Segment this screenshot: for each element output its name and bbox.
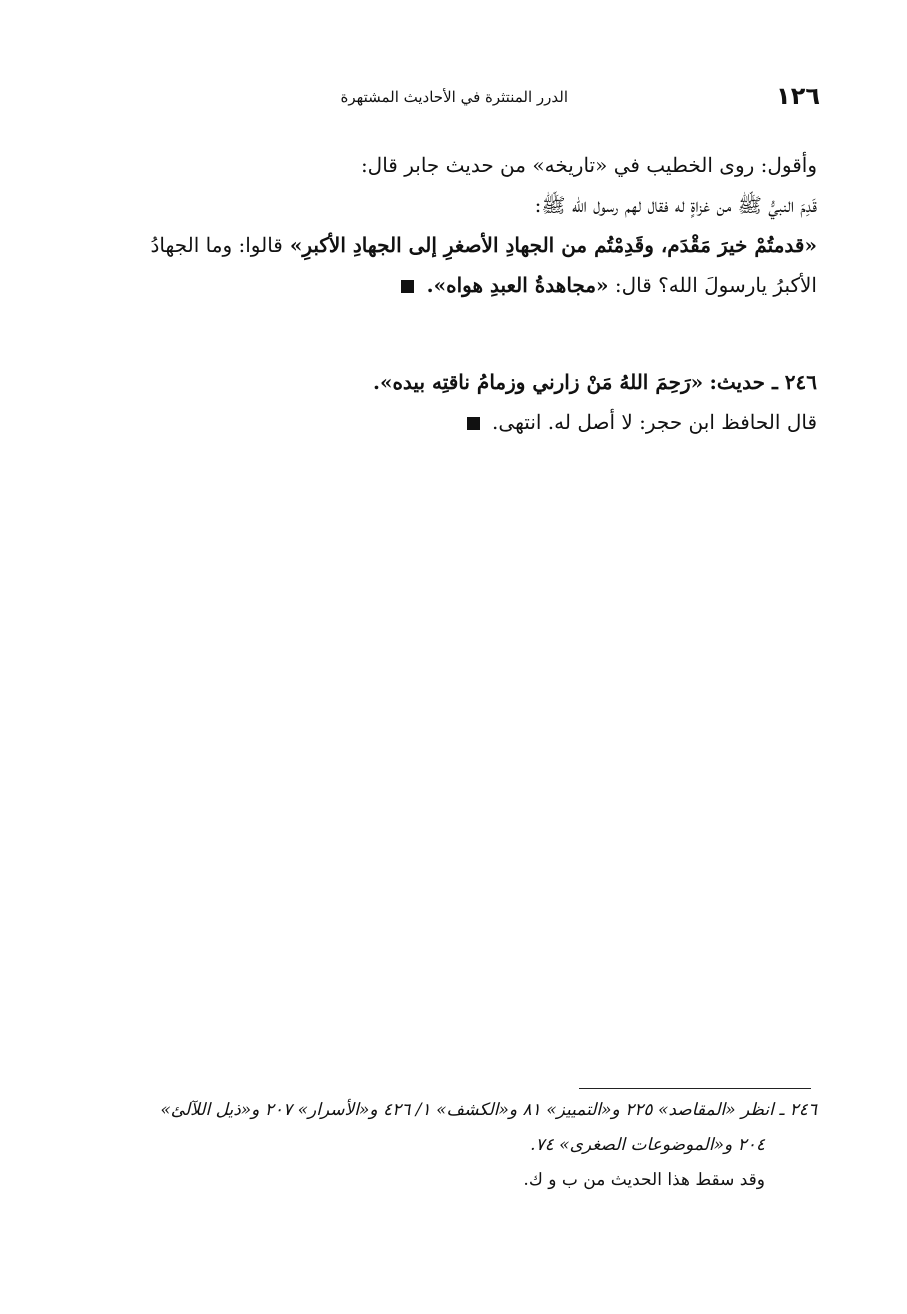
hadith-number-label: ٢٤٦ ـ حديث: [709, 370, 817, 394]
hadith-quote: «مجاهدةُ العبدِ هواه». [426, 273, 609, 297]
running-title: الدرر المنتثرة في الأحاديث المشتهرة [340, 88, 568, 106]
end-of-section-mark [467, 417, 480, 430]
text-line [97, 402, 817, 442]
page-number: ١٢٦ [776, 82, 820, 110]
page-header [330, 82, 820, 112]
paragraph-hadith-jihad [97, 145, 817, 305]
hadith-quote: «قدمتُمْ خيرَ مَقْدَم، وقَدِمْتُم من الجهادِ الأصغرِ إلى الجهادِ الأكبرِ» [289, 233, 817, 257]
text-line [97, 362, 817, 402]
text-span: قال الحافظ ابن حجر: لا أصل له. انتهى. [492, 410, 817, 434]
text-line [97, 265, 817, 305]
text-line: قَدِمَ النبيُّ ﷺ من غزاةٍ له فقال لهم رسول الله ﷺ: [534, 193, 817, 217]
hadith-quote: «رَحِمَ اللهُ مَنْ زارني وزمامُ ناقتِه بيده». [372, 370, 704, 394]
footnotes [97, 1093, 817, 1198]
paragraph-hadith-246 [97, 362, 817, 442]
end-of-section-mark [401, 280, 414, 293]
text-line [97, 225, 817, 265]
text-line: وأقول: روى الخطيب في «تاريخه» من حديث جابر قال: [360, 153, 817, 177]
footnote-line: وقد سقط هذا الحديث من ب و ك. [523, 1170, 765, 1190]
text-span: قالوا: وما الجهادُ [150, 233, 283, 257]
footnote-line: ٢٤٦ ـ انظر «المقاصد» ٢٢٥ و«التمييز» ٨١ و«الكشف» ١/ ٤٢٦ و«الأسرار» ٢٠٧ و«ذيل اللآلئ» [160, 1100, 817, 1120]
footnote-divider [579, 1088, 811, 1089]
footnote-line: ٢٠٤ و«الموضوعات الصغرى» ٧٤. [530, 1135, 765, 1155]
text-span: الأكبرُ يارسولَ الله؟ قال: [614, 273, 817, 297]
